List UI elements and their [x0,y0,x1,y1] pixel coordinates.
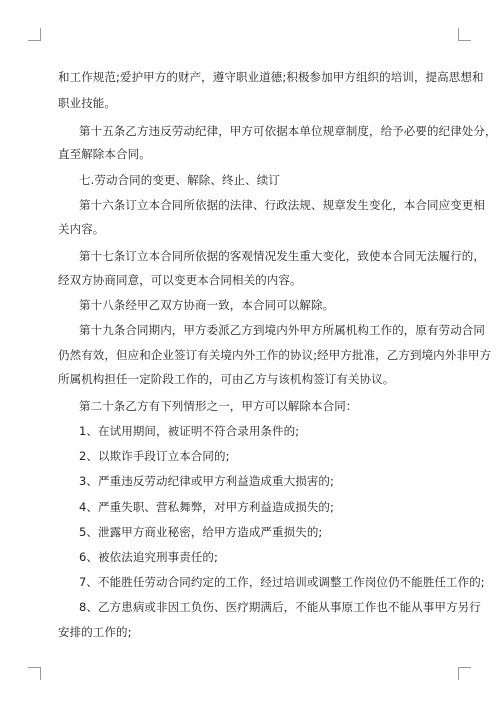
crop-mark-bottom-left [28,667,41,680]
text-line: 关内容。 [58,222,105,236]
list-item: 5、泄露甲方商业秘密，给甲方造成严重损失的; [79,525,323,539]
text-line: 安排的工作的; [58,625,132,639]
text-line: 经双方协商同意，可以变更本合同相关的内容。 [58,273,302,287]
list-item: 3、严重违反劳动纪律或甲方利益造成重大损害的; [79,474,334,488]
text-line: 仍然有效，但应和企业签订有关境内外工作的协议;经甲方批准，乙方到境内外非甲方 [58,348,492,362]
crop-mark-top-left [28,28,41,41]
list-item: 8、乙方患病或非因工负伤、医疗期满后，不能从事原工作也不能从事甲方另行 [79,600,481,614]
text-line: 第十七条订立本合同所依据的客观情况发生重大变化，致使本合同无法履行的， [79,249,485,263]
text-line: 职业技能。 [58,96,116,110]
list-item: 7、不能胜任劳动合同约定的工作，经过培训或调整工作岗位仍不能胜任工作的; [79,575,485,589]
text-line: 和工作规范;爱护甲方的财产，遵守职业道德;积极参加甲方组织的培训，提高思想和 [58,70,484,84]
section-heading: 七.劳动合同的变更、解除、终止、续订 [79,173,280,187]
crop-mark-bottom-right [458,667,471,680]
text-line: 直至解除本合同。 [58,147,151,161]
list-item: 1、在试用期间，被证明不符合录用条件的; [79,424,300,438]
text-line: 第二十条乙方有下列情形之一，甲方可以解除本合同： [79,399,358,413]
text-line: 第十八条经甲乙双方协商一致，本合同可以解除。 [79,298,335,312]
list-item: 2、以欺诈手段订立本合同的; [79,449,230,463]
text-line: 第十六条订立本合同所依据的法律、行政法规、规章发生变化，本合同应变更相 [79,198,485,212]
text-line: 所属机构担任一定阶段工作的，可由乙方与该机构签订有关协议。 [58,372,395,386]
text-line: 第十五条乙方违反劳动纪律，甲方可依据本单位规章制度，给予必要的纪律处分， [79,124,497,138]
text-line: 第十九条合同期内，甲方委派乙方到境内外甲方所属机构工作的，原有劳动合同 [79,323,485,337]
crop-mark-top-right [458,28,471,41]
list-item: 4、严重失职、营私舞弊，对甲方利益造成损失的; [79,500,334,514]
list-item: 6、被依法追究刑事责任的; [79,550,218,564]
